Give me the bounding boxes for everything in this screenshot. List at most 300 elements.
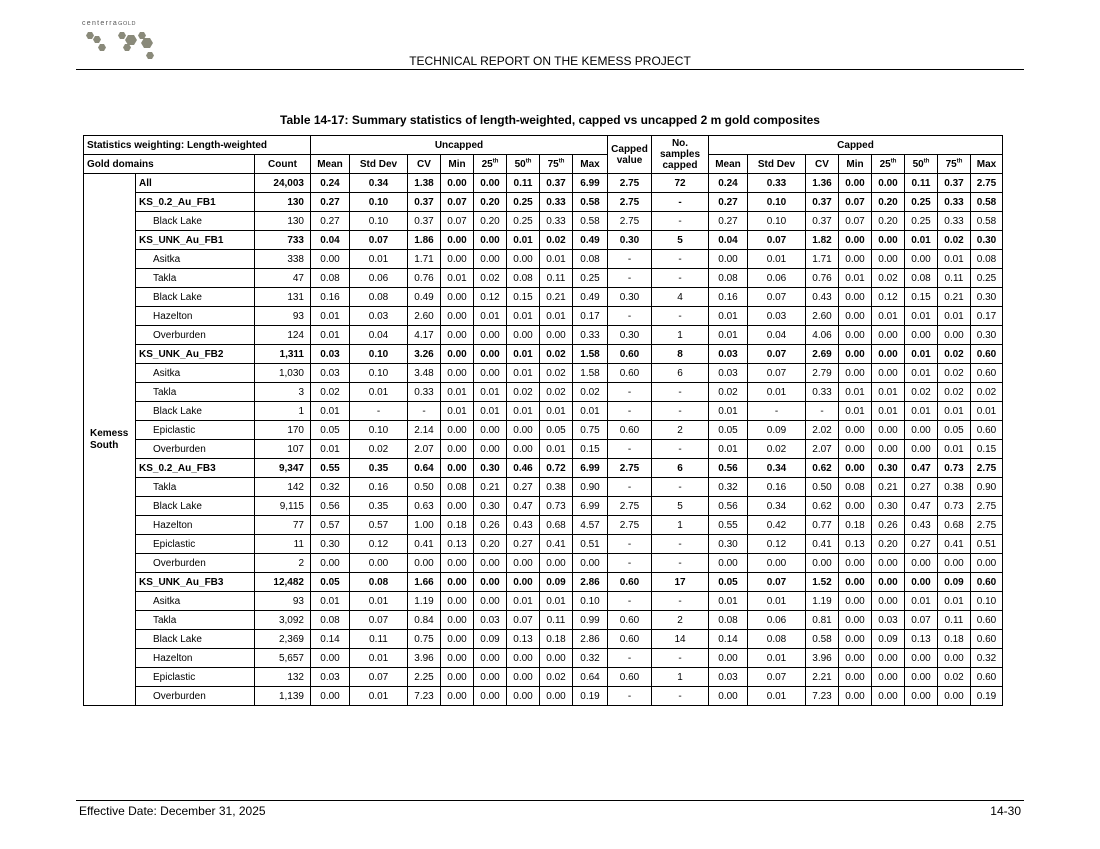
capped-stat-cell: 0.00	[872, 421, 905, 440]
table-row	[84, 402, 1003, 421]
uncapped-stat-cell: 0.00	[507, 687, 540, 706]
uncapped-stat-cell: 0.01	[311, 592, 350, 611]
uncapped-stat-cell: 0.10	[350, 421, 408, 440]
count-cell: 338	[255, 250, 311, 269]
capped-stat-cell: 0.27	[709, 212, 748, 231]
capped-stat-cell: 0.41	[938, 535, 971, 554]
table-row	[84, 364, 1003, 383]
capped-stat-cell: 2.60	[806, 307, 839, 326]
uncapped-stat-cell: 0.07	[441, 212, 474, 231]
capped-value-cell: -	[608, 250, 652, 269]
capped-value-cell: 2.75	[608, 516, 652, 535]
uncapped-stat-cell: 0.75	[408, 630, 441, 649]
uncapped-stat-cell: 0.00	[350, 554, 408, 573]
capped-stat-cell: 0.08	[839, 478, 872, 497]
uncapped-stat-cell: 0.00	[507, 668, 540, 687]
uncapped-stat-cell: 1.71	[408, 250, 441, 269]
capped-stat-cell: 0.77	[806, 516, 839, 535]
uncapped-stat-cell: 0.14	[311, 630, 350, 649]
capped-stat-cell: 0.01	[709, 592, 748, 611]
count-cell: 9,115	[255, 497, 311, 516]
uncapped-stat-cell: 0.00	[441, 231, 474, 250]
uncapped-stat-cell: 0.02	[311, 383, 350, 402]
capped-stat-cell: 7.23	[806, 687, 839, 706]
capped-value-cell: -	[608, 440, 652, 459]
capped-stat-cell: 0.33	[938, 193, 971, 212]
capped-stat-cell: 0.33	[806, 383, 839, 402]
uncapped-stat-cell: 0.02	[474, 269, 507, 288]
uncapped-stat-cell: 0.58	[573, 212, 608, 231]
uncapped-stat-cell: 0.01	[441, 402, 474, 421]
uncapped-stat-cell: 0.00	[474, 592, 507, 611]
count-cell: 93	[255, 307, 311, 326]
capped-stat-cell: 0.00	[905, 554, 938, 573]
capped-stat-cell: 0.00	[839, 364, 872, 383]
count-cell: 1,139	[255, 687, 311, 706]
uncapped-stat-cell: 0.18	[540, 630, 573, 649]
uncapped-stat-cell: 4.57	[573, 516, 608, 535]
capped-stat-cell: 0.76	[806, 269, 839, 288]
samples-capped-cell: -	[652, 212, 709, 231]
uncapped-mean-header: Mean	[311, 155, 350, 174]
uncapped-stat-cell: 0.12	[350, 535, 408, 554]
uncapped-stat-cell: 0.33	[540, 212, 573, 231]
capped-stat-cell: 0.00	[839, 687, 872, 706]
uncapped-stat-cell: 0.02	[507, 383, 540, 402]
capped-stat-cell: 0.03	[709, 668, 748, 687]
capped-stat-cell: 0.03	[748, 307, 806, 326]
samples-capped-cell: 5	[652, 231, 709, 250]
uncapped-stat-cell: 3.48	[408, 364, 441, 383]
uncapped-stat-cell: 0.37	[540, 174, 573, 193]
capped-stat-cell: 0.00	[839, 592, 872, 611]
uncapped-stat-cell: 0.03	[474, 611, 507, 630]
table-row	[84, 687, 1003, 706]
uncapped-stat-cell: 0.00	[441, 174, 474, 193]
capped-value-cell: 2.75	[608, 497, 652, 516]
capped-stat-cell: 0.02	[905, 383, 938, 402]
uncapped-stat-cell: 0.35	[350, 497, 408, 516]
domain-name-cell: KS_UNK_Au_FB2	[136, 345, 255, 364]
uncapped-stat-cell: 0.49	[573, 288, 608, 307]
capped-stat-cell: 2.02	[806, 421, 839, 440]
footer-divider	[76, 800, 1024, 801]
uncapped-stat-cell: 0.00	[441, 554, 474, 573]
capped-stat-cell: 0.00	[839, 326, 872, 345]
uncapped-stat-cell: 0.01	[311, 440, 350, 459]
capped-stat-cell: 0.60	[971, 421, 1003, 440]
capped-stat-cell: 0.01	[938, 307, 971, 326]
capped-stat-cell: 0.41	[806, 535, 839, 554]
uncapped-stat-cell: 0.00	[311, 649, 350, 668]
table-row	[84, 459, 1003, 478]
uncapped-stat-cell: 0.26	[474, 516, 507, 535]
table-row	[84, 440, 1003, 459]
capped-stat-cell: 0.20	[872, 193, 905, 212]
domain-name-cell: Asitka	[136, 592, 255, 611]
samples-capped-header: No. samples capped	[652, 136, 709, 174]
uncapped-stat-cell: 0.00	[507, 649, 540, 668]
capped-stat-cell: 0.01	[748, 250, 806, 269]
domain-name-cell: Hazelton	[136, 649, 255, 668]
uncapped-stat-cell: 0.64	[408, 459, 441, 478]
uncapped-stat-cell: 0.10	[350, 212, 408, 231]
uncapped-stat-cell: 0.05	[540, 421, 573, 440]
uncapped-stat-cell: 0.01	[540, 307, 573, 326]
domain-name-cell: Overburden	[136, 687, 255, 706]
capped-stat-cell: 0.11	[905, 174, 938, 193]
capped-stat-cell: 0.00	[839, 573, 872, 592]
table-row	[84, 345, 1003, 364]
capped-stat-cell: 0.34	[748, 497, 806, 516]
capped-stddev-header: Std Dev	[748, 155, 806, 174]
capped-value-cell: 0.60	[608, 421, 652, 440]
uncapped-stat-cell: 0.00	[441, 649, 474, 668]
uncapped-stat-cell: 0.25	[573, 269, 608, 288]
capped-stat-cell: 0.01	[938, 402, 971, 421]
uncapped-stat-cell: 6.99	[573, 459, 608, 478]
uncapped-stat-cell: 0.32	[573, 649, 608, 668]
capped-value-cell: -	[608, 649, 652, 668]
domain-name-cell: Takla	[136, 611, 255, 630]
uncapped-stat-cell: 0.38	[540, 478, 573, 497]
capped-stat-cell: 0.10	[748, 212, 806, 231]
uncapped-stat-cell: 0.00	[441, 497, 474, 516]
count-cell: 12,482	[255, 573, 311, 592]
count-cell: 132	[255, 668, 311, 687]
capped-value-cell: 0.60	[608, 573, 652, 592]
domain-name-cell: Black Lake	[136, 630, 255, 649]
uncapped-stat-cell: 0.63	[408, 497, 441, 516]
domain-name-cell: Takla	[136, 478, 255, 497]
capped-stat-cell: 0.43	[806, 288, 839, 307]
count-cell: 3	[255, 383, 311, 402]
domain-name-cell: KS_UNK_Au_FB1	[136, 231, 255, 250]
uncapped-p75-header: 75th	[540, 155, 573, 174]
uncapped-stat-cell: 0.00	[540, 687, 573, 706]
samples-capped-cell: 2	[652, 421, 709, 440]
count-cell: 1	[255, 402, 311, 421]
uncapped-stat-cell: 0.00	[441, 326, 474, 345]
gold-domains-header: Gold domains	[84, 155, 255, 174]
capped-stat-cell: 0.33	[938, 212, 971, 231]
capped-value-cell: 0.60	[608, 345, 652, 364]
capped-stat-cell: 0.62	[806, 497, 839, 516]
capped-stat-cell: 0.07	[748, 668, 806, 687]
capped-value-cell: 0.30	[608, 288, 652, 307]
uncapped-stat-cell: 0.08	[573, 250, 608, 269]
capped-stat-cell: 0.56	[709, 497, 748, 516]
capped-stat-cell: 0.01	[938, 440, 971, 459]
capped-stat-cell: 0.01	[905, 231, 938, 250]
uncapped-stat-cell: 0.84	[408, 611, 441, 630]
uncapped-stat-cell: 1.58	[573, 345, 608, 364]
domain-name-cell: KS_0.2_Au_FB1	[136, 193, 255, 212]
capped-stat-cell: 0.00	[938, 687, 971, 706]
capped-stat-cell: 0.00	[839, 250, 872, 269]
capped-stat-cell: 0.00	[806, 554, 839, 573]
capped-stat-cell: 0.81	[806, 611, 839, 630]
samples-capped-cell: 1	[652, 516, 709, 535]
uncapped-stat-cell: 0.00	[441, 307, 474, 326]
uncapped-stat-cell: 0.00	[474, 250, 507, 269]
capped-stat-cell: 0.00	[839, 649, 872, 668]
capped-min-header: Min	[839, 155, 872, 174]
uncapped-stat-cell: 0.32	[311, 478, 350, 497]
uncapped-stat-cell: 0.01	[350, 649, 408, 668]
capped-stat-cell: 0.60	[971, 630, 1003, 649]
capped-value-cell: -	[608, 535, 652, 554]
uncapped-stat-cell: 0.56	[311, 497, 350, 516]
capped-stat-cell: 0.30	[872, 497, 905, 516]
capped-stat-cell: 0.00	[839, 421, 872, 440]
uncapped-stat-cell: 0.55	[311, 459, 350, 478]
count-cell: 131	[255, 288, 311, 307]
uncapped-stat-cell: 0.41	[540, 535, 573, 554]
uncapped-stat-cell: 0.07	[350, 231, 408, 250]
capped-stat-cell: 0.00	[872, 231, 905, 250]
uncapped-stat-cell: 1.19	[408, 592, 441, 611]
uncapped-stat-cell: 0.00	[474, 440, 507, 459]
samples-capped-cell: -	[652, 383, 709, 402]
table-row	[84, 630, 1003, 649]
uncapped-stat-cell: 0.20	[474, 535, 507, 554]
capped-stat-cell: 0.14	[709, 630, 748, 649]
uncapped-stat-cell: 0.35	[350, 459, 408, 478]
capped-stat-cell: 0.01	[905, 307, 938, 326]
capped-stat-cell: 0.18	[839, 516, 872, 535]
capped-stat-cell: 0.00	[709, 250, 748, 269]
capped-stat-cell: 0.62	[806, 459, 839, 478]
capped-stat-cell: 0.68	[938, 516, 971, 535]
uncapped-stat-cell: 0.01	[507, 231, 540, 250]
effective-date: Effective Date: December 31, 2025	[79, 804, 266, 818]
capped-stat-cell: 0.00	[839, 497, 872, 516]
capped-value-cell: -	[608, 383, 652, 402]
capped-stat-cell: 0.00	[709, 649, 748, 668]
uncapped-stat-cell: 0.11	[350, 630, 408, 649]
table-row	[84, 307, 1003, 326]
uncapped-stat-cell: 0.72	[540, 459, 573, 478]
capped-stat-cell: 0.00	[905, 668, 938, 687]
capped-stat-cell: 0.01	[872, 402, 905, 421]
uncapped-stat-cell: 0.00	[441, 421, 474, 440]
capped-value-cell: 0.30	[608, 231, 652, 250]
table-row	[84, 326, 1003, 345]
capped-stat-cell: 0.00	[971, 554, 1003, 573]
capped-stat-cell: 0.01	[938, 250, 971, 269]
capped-stat-cell: 0.58	[971, 193, 1003, 212]
capped-stat-cell: 0.30	[971, 288, 1003, 307]
capped-stat-cell: 0.16	[709, 288, 748, 307]
samples-capped-cell: -	[652, 307, 709, 326]
table-row	[84, 212, 1003, 231]
uncapped-stat-cell: 0.58	[573, 193, 608, 212]
capped-value-cell: 0.60	[608, 668, 652, 687]
capped-stat-cell: 2.69	[806, 345, 839, 364]
uncapped-stat-cell: 0.00	[408, 554, 441, 573]
capped-stat-cell: 0.00	[872, 326, 905, 345]
capped-stat-cell: 0.07	[905, 611, 938, 630]
uncapped-stat-cell: 1.66	[408, 573, 441, 592]
samples-capped-cell: 6	[652, 364, 709, 383]
samples-capped-cell: 1	[652, 326, 709, 345]
uncapped-p25-header: 25th	[474, 155, 507, 174]
table-row	[84, 516, 1003, 535]
uncapped-stat-cell: 0.05	[311, 421, 350, 440]
domain-name-cell: Asitka	[136, 364, 255, 383]
capped-stat-cell: 0.02	[709, 383, 748, 402]
count-cell: 170	[255, 421, 311, 440]
capped-stat-cell: 0.00	[905, 326, 938, 345]
uncapped-stat-cell: 0.01	[540, 592, 573, 611]
capped-stat-cell: 0.04	[748, 326, 806, 345]
capped-stat-cell: 0.00	[938, 554, 971, 573]
uncapped-stat-cell: 0.00	[573, 554, 608, 573]
uncapped-stat-cell: 0.00	[507, 440, 540, 459]
uncapped-stat-cell: 0.08	[507, 269, 540, 288]
capped-stat-cell: 0.34	[748, 459, 806, 478]
uncapped-stat-cell: 0.00	[474, 364, 507, 383]
capped-stat-cell: 0.01	[709, 440, 748, 459]
count-cell: 24,003	[255, 174, 311, 193]
capped-header: Capped	[709, 136, 1003, 155]
uncapped-stat-cell: 0.10	[350, 364, 408, 383]
uncapped-stat-cell: 0.15	[507, 288, 540, 307]
uncapped-stat-cell: 0.05	[311, 573, 350, 592]
uncapped-stat-cell: 0.01	[311, 326, 350, 345]
domain-name-cell: All	[136, 174, 255, 193]
uncapped-header: Uncapped	[311, 136, 608, 155]
table-row	[84, 554, 1003, 573]
domain-name-cell: Overburden	[136, 554, 255, 573]
capped-stat-cell: 0.01	[748, 592, 806, 611]
uncapped-stat-cell: 0.16	[311, 288, 350, 307]
capped-stat-cell: 0.30	[971, 326, 1003, 345]
domain-name-cell: Black Lake	[136, 212, 255, 231]
capped-stat-cell: 0.08	[971, 250, 1003, 269]
table-row	[84, 193, 1003, 212]
capped-stat-cell: 0.01	[905, 402, 938, 421]
uncapped-stat-cell: 0.00	[441, 459, 474, 478]
capped-stat-cell: 0.07	[748, 573, 806, 592]
uncapped-stat-cell: 6.99	[573, 497, 608, 516]
uncapped-stat-cell: 3.26	[408, 345, 441, 364]
uncapped-stat-cell: 0.06	[350, 269, 408, 288]
capped-stat-cell: 0.60	[971, 668, 1003, 687]
uncapped-stat-cell: 2.07	[408, 440, 441, 459]
capped-stat-cell: 0.37	[938, 174, 971, 193]
capped-stat-cell: 0.47	[905, 497, 938, 516]
table-row	[84, 497, 1003, 516]
uncapped-stat-cell: 0.00	[507, 250, 540, 269]
domain-name-cell: KS_0.2_Au_FB3	[136, 459, 255, 478]
capped-stat-cell: 0.00	[872, 174, 905, 193]
capped-stat-cell: 1.82	[806, 231, 839, 250]
uncapped-min-header: Min	[441, 155, 474, 174]
samples-capped-cell: 4	[652, 288, 709, 307]
capped-stat-cell: 0.00	[872, 345, 905, 364]
capped-stat-cell: 0.19	[971, 687, 1003, 706]
capped-value-header: Capped value	[608, 136, 652, 174]
capped-stat-cell: 0.00	[839, 307, 872, 326]
capped-stat-cell: 2.07	[806, 440, 839, 459]
uncapped-stat-cell: 0.11	[507, 174, 540, 193]
uncapped-stat-cell: 0.18	[441, 516, 474, 535]
capped-stat-cell: 0.21	[938, 288, 971, 307]
domain-name-cell: Overburden	[136, 326, 255, 345]
capped-stat-cell: 0.01	[905, 345, 938, 364]
capped-stat-cell: 0.37	[806, 212, 839, 231]
capped-stat-cell: 0.07	[748, 364, 806, 383]
capped-stat-cell: 0.32	[971, 649, 1003, 668]
table-row	[84, 649, 1003, 668]
capped-stat-cell: 0.10	[748, 193, 806, 212]
uncapped-stat-cell: 0.09	[474, 630, 507, 649]
uncapped-stat-cell: 0.00	[441, 592, 474, 611]
capped-stat-cell: 0.42	[748, 516, 806, 535]
uncapped-stat-cell: 0.00	[441, 440, 474, 459]
uncapped-stat-cell: 0.01	[507, 592, 540, 611]
domain-name-cell: Asitka	[136, 250, 255, 269]
domain-group-label: Kemess South	[84, 174, 136, 706]
capped-stat-cell: 1.71	[806, 250, 839, 269]
capped-stat-cell: 0.00	[872, 592, 905, 611]
capped-stat-cell: 1.52	[806, 573, 839, 592]
table-row	[84, 535, 1003, 554]
uncapped-stat-cell: 0.08	[350, 288, 408, 307]
uncapped-stat-cell: 0.00	[441, 364, 474, 383]
uncapped-stat-cell: 0.51	[573, 535, 608, 554]
uncapped-stat-cell: 0.08	[311, 269, 350, 288]
domain-name-cell: Epiclastic	[136, 668, 255, 687]
uncapped-stat-cell: 0.25	[507, 193, 540, 212]
capped-stat-cell: 0.03	[709, 364, 748, 383]
capped-stat-cell: 0.27	[709, 193, 748, 212]
uncapped-stat-cell: 0.25	[507, 212, 540, 231]
table-row	[84, 250, 1003, 269]
capped-stat-cell: 0.02	[938, 383, 971, 402]
capped-stat-cell: 0.00	[839, 231, 872, 250]
domain-name-cell: Hazelton	[136, 516, 255, 535]
capped-stat-cell: 0.07	[748, 288, 806, 307]
capped-stat-cell: 0.27	[905, 478, 938, 497]
uncapped-stat-cell: 3.96	[408, 649, 441, 668]
capped-stat-cell: 0.60	[971, 573, 1003, 592]
capped-stat-cell: 0.58	[806, 630, 839, 649]
uncapped-stat-cell: 0.00	[474, 687, 507, 706]
uncapped-stat-cell: 0.33	[573, 326, 608, 345]
capped-stat-cell: 0.58	[971, 212, 1003, 231]
capped-stat-cell: 0.03	[709, 345, 748, 364]
table-caption: Table 14-17: Summary statistics of length-weighted, capped vs uncapped 2 m gold composites	[280, 113, 820, 127]
capped-stat-cell: 0.38	[938, 478, 971, 497]
uncapped-stat-cell: 0.00	[540, 326, 573, 345]
capped-stat-cell: 1.36	[806, 174, 839, 193]
capped-stat-cell: 0.10	[971, 592, 1003, 611]
capped-stat-cell: 0.01	[709, 307, 748, 326]
capped-value-cell: -	[608, 554, 652, 573]
capped-stat-cell: 0.00	[872, 668, 905, 687]
capped-stat-cell: 0.73	[938, 497, 971, 516]
uncapped-stat-cell: 0.01	[540, 402, 573, 421]
uncapped-stat-cell: 0.01	[507, 364, 540, 383]
uncapped-stat-cell: 0.11	[540, 269, 573, 288]
capped-stat-cell: 0.07	[839, 212, 872, 231]
capped-value-cell: -	[608, 402, 652, 421]
capped-stat-cell: 0.50	[806, 478, 839, 497]
capped-stat-cell: 0.00	[839, 345, 872, 364]
